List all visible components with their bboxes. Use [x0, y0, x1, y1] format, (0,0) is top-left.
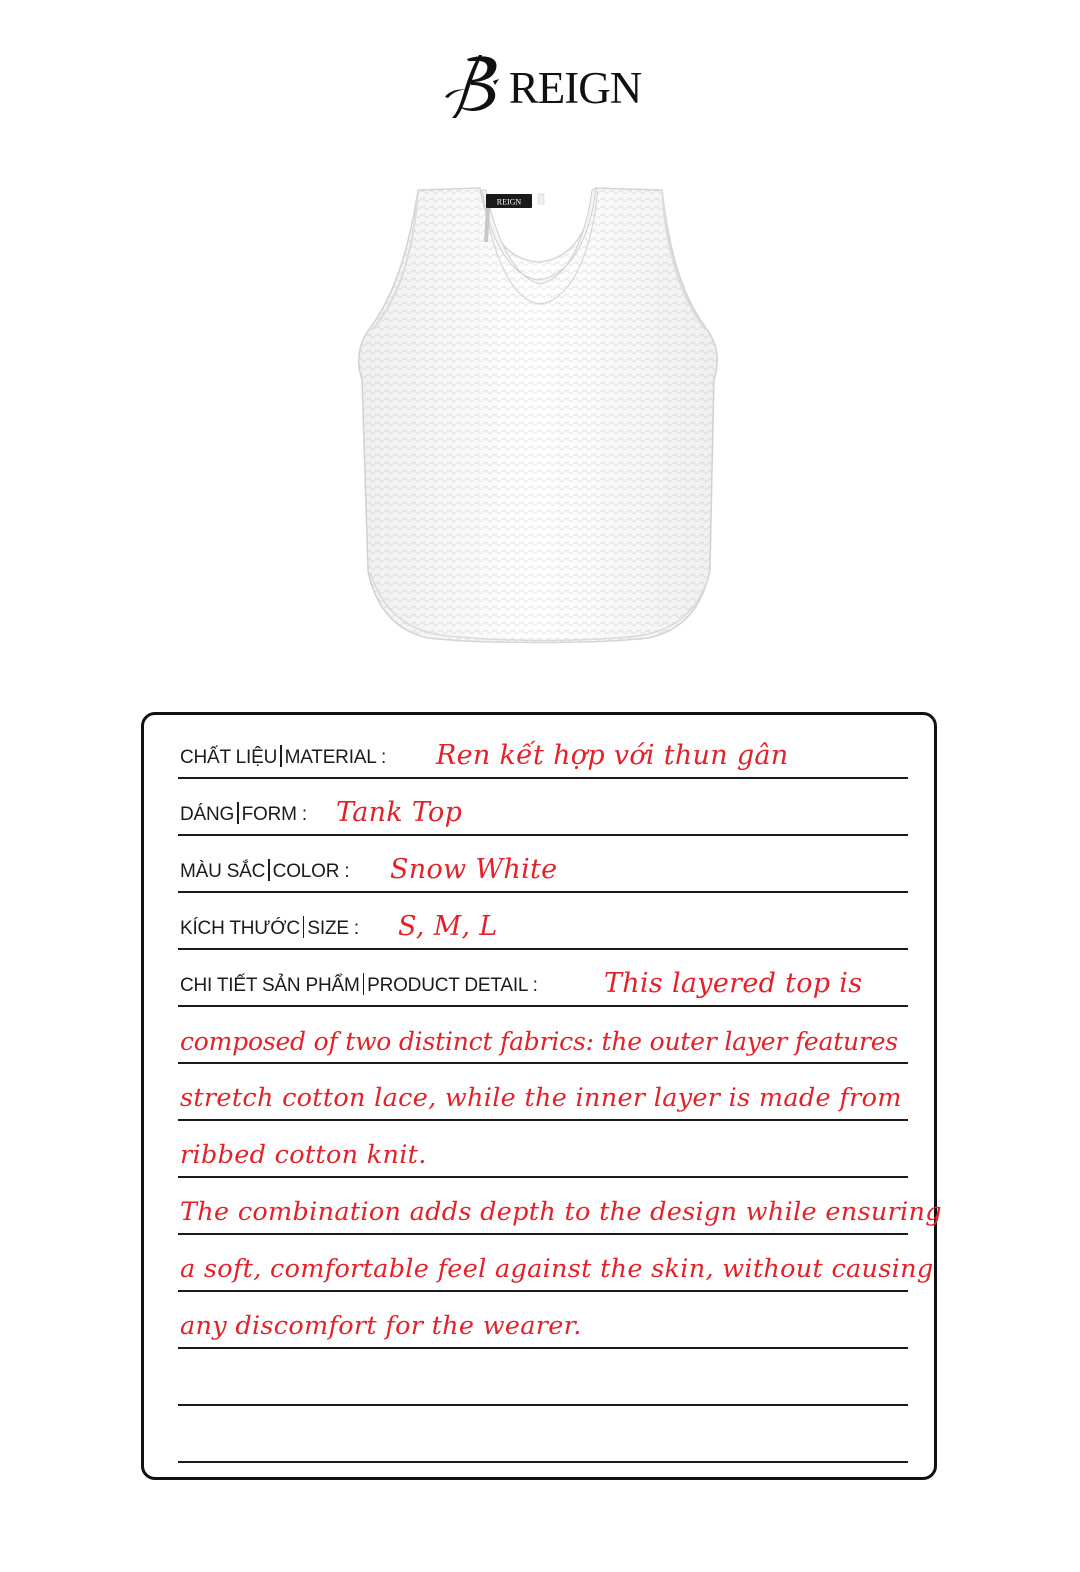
neck-label-text: REIGN: [496, 197, 522, 207]
brand-name: REIGN: [508, 63, 642, 113]
blank-row: [178, 1350, 908, 1406]
form-label: DÁNG FORM :: [180, 804, 307, 825]
detail-row: [178, 1236, 934, 1292]
label-separator: [237, 802, 239, 824]
brand-logo: [0, 50, 1080, 122]
color-label: MÀU SẮC COLOR :: [180, 861, 350, 882]
spec-row-detail: [178, 951, 908, 1007]
spec-card: [141, 712, 942, 1480]
detail-line: any discomfort for the wearer.: [180, 1311, 582, 1341]
detail-line: stretch cotton lace, while the inner layer is made from: [180, 1083, 902, 1113]
reign-logo-mark-icon: [439, 51, 511, 121]
spec-row-size: [178, 894, 908, 950]
detail-line: The combination adds depth to the design while ensuring: [180, 1197, 942, 1227]
detail-line: This layered top is: [604, 968, 863, 999]
label-separator: [268, 859, 270, 881]
spec-row-color: [178, 837, 908, 893]
material-label: CHẤT LIỆU MATERIAL :: [180, 747, 387, 768]
label-separator: [363, 973, 365, 995]
blank-row: [178, 1407, 908, 1463]
label-separator: [280, 745, 282, 767]
form-value: Tank Top: [336, 797, 463, 828]
detail-line: composed of two distinct fabrics: the outer layer features: [180, 1027, 898, 1056]
detail-row: [178, 1008, 908, 1064]
spec-row-form: [178, 780, 908, 836]
material-value: Ren kết hợp với thun gân: [436, 740, 789, 771]
detail-line: a soft, comfortable feel against the skin, without causing: [180, 1254, 934, 1284]
detail-row: [178, 1122, 908, 1178]
color-value: Snow White: [390, 854, 558, 885]
size-label: KÍCH THƯỚC SIZE :: [180, 918, 359, 939]
label-separator: [303, 916, 305, 938]
product-image: [348, 180, 728, 650]
spec-row-material: [178, 723, 908, 779]
detail-row: [178, 1293, 908, 1349]
detail-row: [178, 1065, 908, 1121]
size-value: S, M, L: [398, 911, 498, 942]
detail-label: CHI TIẾT SẢN PHẨM PRODUCT DETAIL :: [180, 975, 538, 996]
detail-row: [178, 1179, 942, 1235]
detail-line: ribbed cotton knit.: [180, 1140, 427, 1170]
